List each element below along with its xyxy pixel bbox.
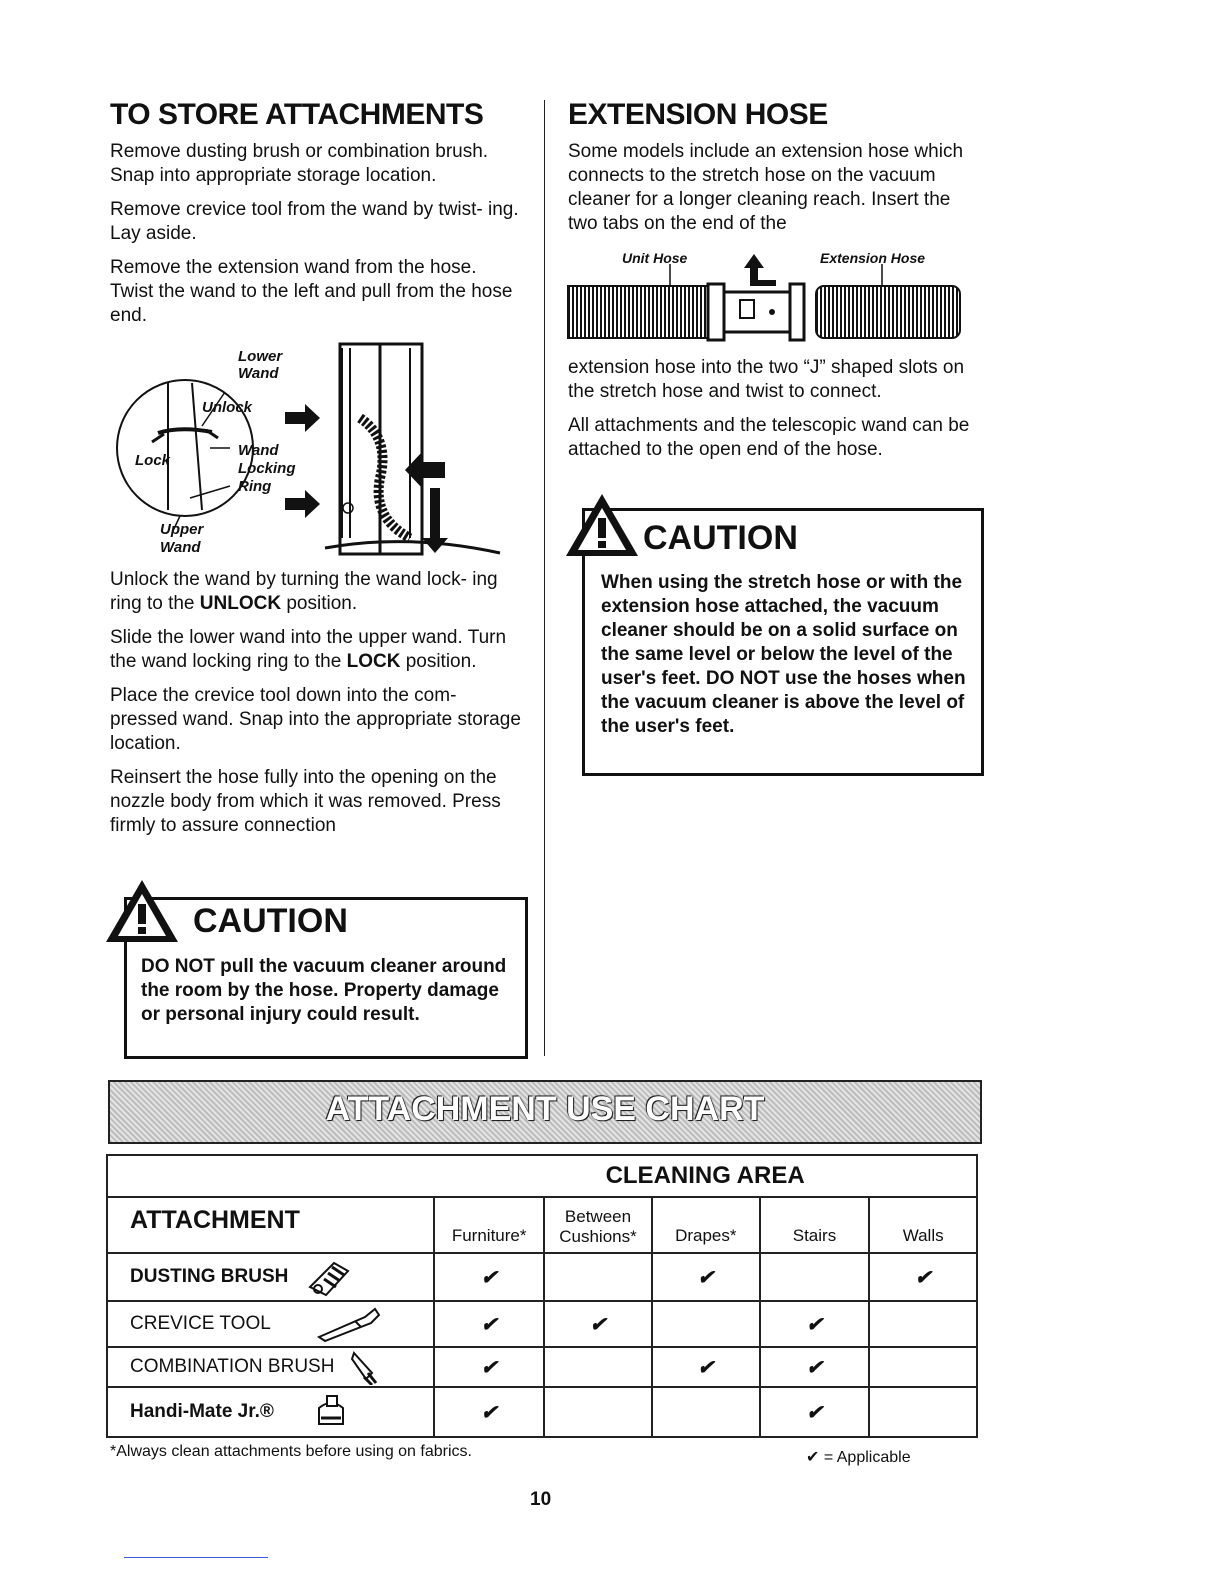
check-cell xyxy=(869,1347,977,1387)
table-row xyxy=(107,1347,977,1387)
paragraph: Remove crevice tool from the wand by twist- ing. Lay aside. xyxy=(110,199,519,244)
attachment-name: COMBINATION BRUSH xyxy=(130,1356,335,1378)
paragraph: Reinsert the hose fully into the opening on the nozzle body from which it was removed. Press firmly to assure connection xyxy=(110,767,501,836)
label-lower-wand: Lower Wand xyxy=(238,348,283,382)
column-header: Walls xyxy=(869,1197,977,1253)
attachment-name: CREVICE TOOL xyxy=(130,1313,271,1335)
check-cell xyxy=(544,1347,652,1387)
check-cell: ✔ xyxy=(760,1347,870,1387)
table-row xyxy=(107,1387,977,1437)
caution-box-right xyxy=(582,508,984,776)
label-upper-wand: Upper Wand xyxy=(160,521,204,556)
paragraph: Some models include an extension hose which connects to the stretch hose on the vacuum cleaner for a longer cleaning reach. Insert the two tabs on the end of the xyxy=(568,141,964,234)
label-extension-hose: Extension Hose xyxy=(820,250,926,266)
check-cell xyxy=(544,1387,652,1437)
combination-brush-icon xyxy=(350,1349,380,1385)
check-cell: ✔ xyxy=(434,1387,544,1437)
column-header: Stairs xyxy=(760,1197,870,1253)
attachment-cell xyxy=(107,1387,434,1437)
left-intro xyxy=(110,140,520,328)
attachment-use-chart xyxy=(106,1154,978,1438)
caution-text: DO NOT pull the vacuum cleaner around the room by the hose. Property damage or personal injury could result. xyxy=(141,956,507,1025)
paragraph: Remove the extension wand from the hose. Twist the wand to the left and pull from the hose end. xyxy=(110,257,513,326)
footer-rule xyxy=(124,1557,268,1558)
check-cell xyxy=(869,1301,977,1347)
footnote: *Always clean attachments before using on fabrics. xyxy=(110,1443,472,1460)
check-cell: ✔ xyxy=(760,1387,870,1437)
check-cell xyxy=(652,1301,760,1347)
paragraph: Place the crevice tool down into the com- pressed wand. Snap into the appropriate storage location. xyxy=(110,685,521,754)
check-cell xyxy=(544,1253,652,1301)
paragraph: All attachments and the telescopic wand can be attached to the open end of the hose. xyxy=(568,415,970,460)
label-lock: Lock xyxy=(135,452,171,469)
attachment-cell xyxy=(107,1253,434,1301)
unlock-paragraph: Unlock the wand by turning the wand lock- ing ring to the UNLOCK position. xyxy=(110,569,498,614)
check-cell: ✔ xyxy=(760,1301,870,1347)
right-instructions xyxy=(568,356,983,462)
check-cell: ✔ xyxy=(434,1347,544,1387)
attachment-header: ATTACHMENT xyxy=(107,1197,434,1253)
right-title: EXTENSION HOSE xyxy=(568,98,828,131)
caution-box-left xyxy=(124,897,528,1059)
attachment-name: Handi-Mate Jr.® xyxy=(130,1401,274,1423)
table-row xyxy=(107,1253,977,1301)
check-cell xyxy=(760,1253,870,1301)
paragraph: extension hose into the two “J” shaped slots on the stretch hose and twist to connect. xyxy=(568,357,965,402)
crevice-tool-icon xyxy=(315,1305,385,1343)
check-cell: ✔ xyxy=(434,1301,544,1347)
lock-paragraph: Slide the lower wand into the upper wand. Turn the wand locking ring to the LOCK position. xyxy=(110,627,507,672)
column-header: Furniture* xyxy=(434,1197,544,1253)
left-title: TO STORE ATTACHMENTS xyxy=(110,98,484,131)
column-divider xyxy=(544,100,545,1056)
hose-diagram xyxy=(564,250,964,346)
check-cell: ✔ xyxy=(869,1253,977,1301)
label-unlock: Unlock xyxy=(202,399,253,416)
label-unit-hose: Unit Hose xyxy=(622,250,688,266)
caution-title: CAUTION xyxy=(643,519,798,557)
warning-icon xyxy=(564,492,640,558)
attachment-cell xyxy=(107,1347,434,1387)
dusting-brush-icon xyxy=(304,1257,358,1297)
applicable-legend: ✔ = Applicable xyxy=(806,1449,911,1466)
cleaning-area-header: CLEANING AREA xyxy=(434,1155,977,1197)
attachment-name: DUSTING BRUSH xyxy=(130,1266,289,1288)
check-cell xyxy=(869,1387,977,1437)
handi-mate-icon xyxy=(313,1394,349,1430)
left-instructions xyxy=(110,568,525,838)
check-cell xyxy=(652,1387,760,1437)
warning-icon xyxy=(104,878,180,944)
caution-text: When using the stretch hose or with the extension hose attached, the vacuum cleaner should be on a solid surface on the same level or below the level of the user's feet. DO NOT use the hoses when the vacuum cleaner is above the level of the user's feet. xyxy=(601,572,966,737)
attachment-cell xyxy=(107,1301,434,1347)
page-number: 10 xyxy=(530,1489,552,1510)
column-header: Drapes* xyxy=(652,1197,760,1253)
chart-banner-title: ATTACHMENT USE CHART xyxy=(325,1090,765,1128)
check-cell: ✔ xyxy=(434,1253,544,1301)
check-cell: ✔ xyxy=(652,1253,760,1301)
paragraph: Remove dusting brush or combination brush. Snap into appropriate storage location. xyxy=(110,141,489,186)
label-wand-locking-ring: Wand Locking Ring xyxy=(238,442,296,495)
table-row xyxy=(107,1301,977,1347)
check-cell: ✔ xyxy=(544,1301,652,1347)
chart-banner xyxy=(108,1080,982,1144)
column-header: Between Cushions* xyxy=(544,1197,652,1253)
caution-title: CAUTION xyxy=(193,902,348,940)
check-cell: ✔ xyxy=(652,1347,760,1387)
